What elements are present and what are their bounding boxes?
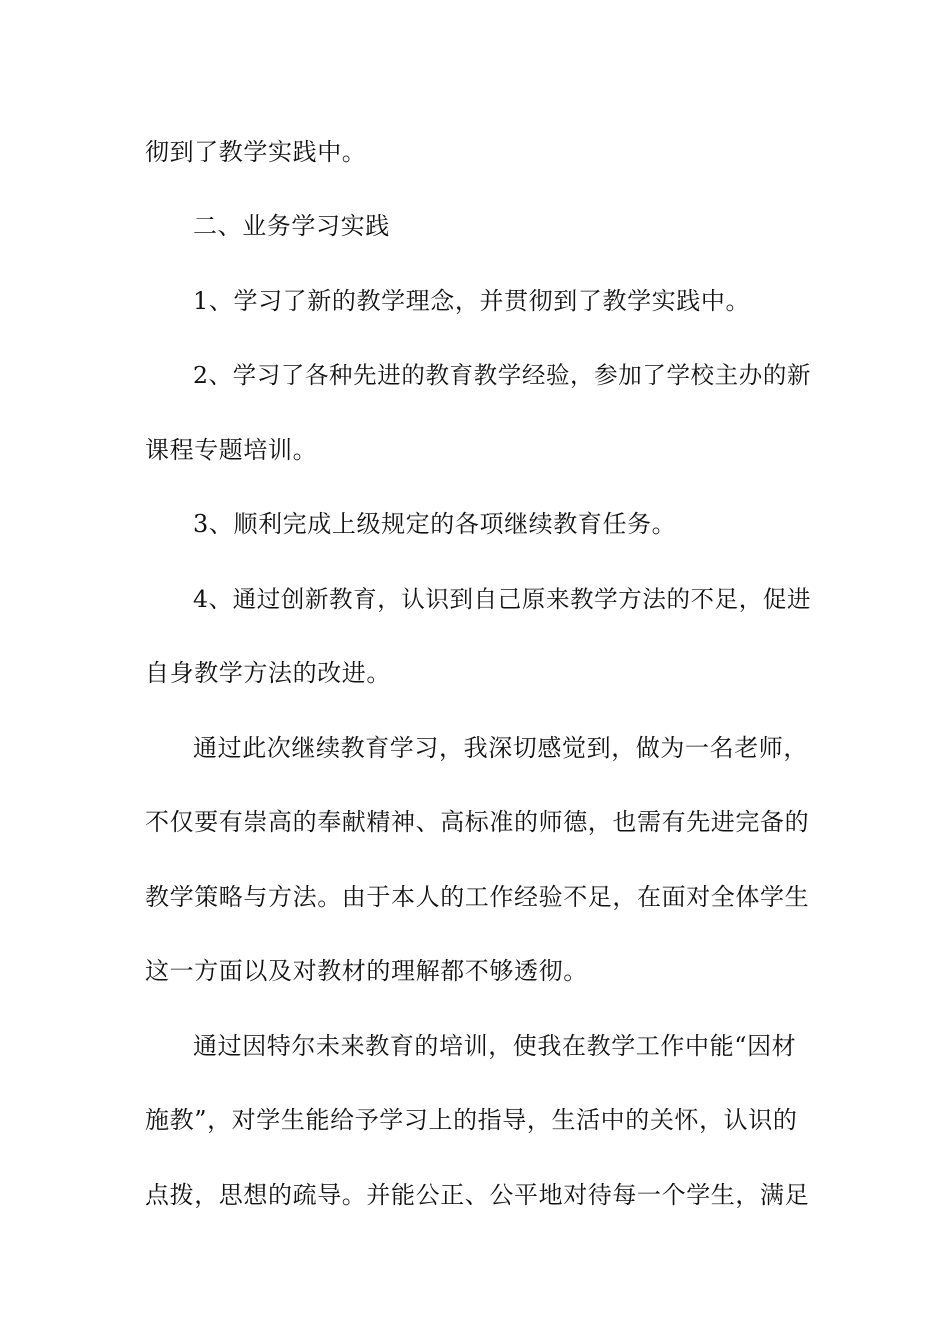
text-line: 教学策略与方法。由于本人的工作经验不足，在面对全体学生 — [145, 883, 810, 911]
list-item: 1、学习了新的教学理念，并贯彻到了教学实践中。 — [193, 287, 751, 315]
text-line: 彻到了教学实践中。 — [145, 138, 367, 166]
text-line: 施教”，对学生能给予学习上的指导，生活中的关怀，认识的 — [145, 1106, 798, 1134]
section-heading: 二、业务学习实践 — [193, 212, 390, 240]
list-item: 2、学习了各种先进的教育教学经验，参加了学校主办的新 — [193, 361, 812, 389]
list-item: 3、顺利完成上级规定的各项继续教育任务。 — [193, 510, 677, 538]
paragraph-line: 通过因特尔未来教育的培训，使我在教学工作中能“因材 — [193, 1032, 797, 1060]
text-line: 这一方面以及对教材的理解都不够透彻。 — [145, 957, 588, 985]
text-line: 点拨，思想的疏导。并能公正、公平地对待每一个学生，满足 — [145, 1181, 810, 1209]
text-line: 课程专题培训。 — [145, 436, 318, 464]
text-line: 自身教学方法的改进。 — [145, 659, 391, 687]
text-line: 不仅要有崇高的奉献精神、高标准的师德，也需有先进完备的 — [145, 808, 810, 836]
paragraph-line: 通过此次继续教育学习，我深切感觉到，做为一名老师， — [193, 734, 808, 762]
list-item: 4、通过创新教育，认识到自己原来教学方法的不足，促进 — [193, 585, 812, 613]
